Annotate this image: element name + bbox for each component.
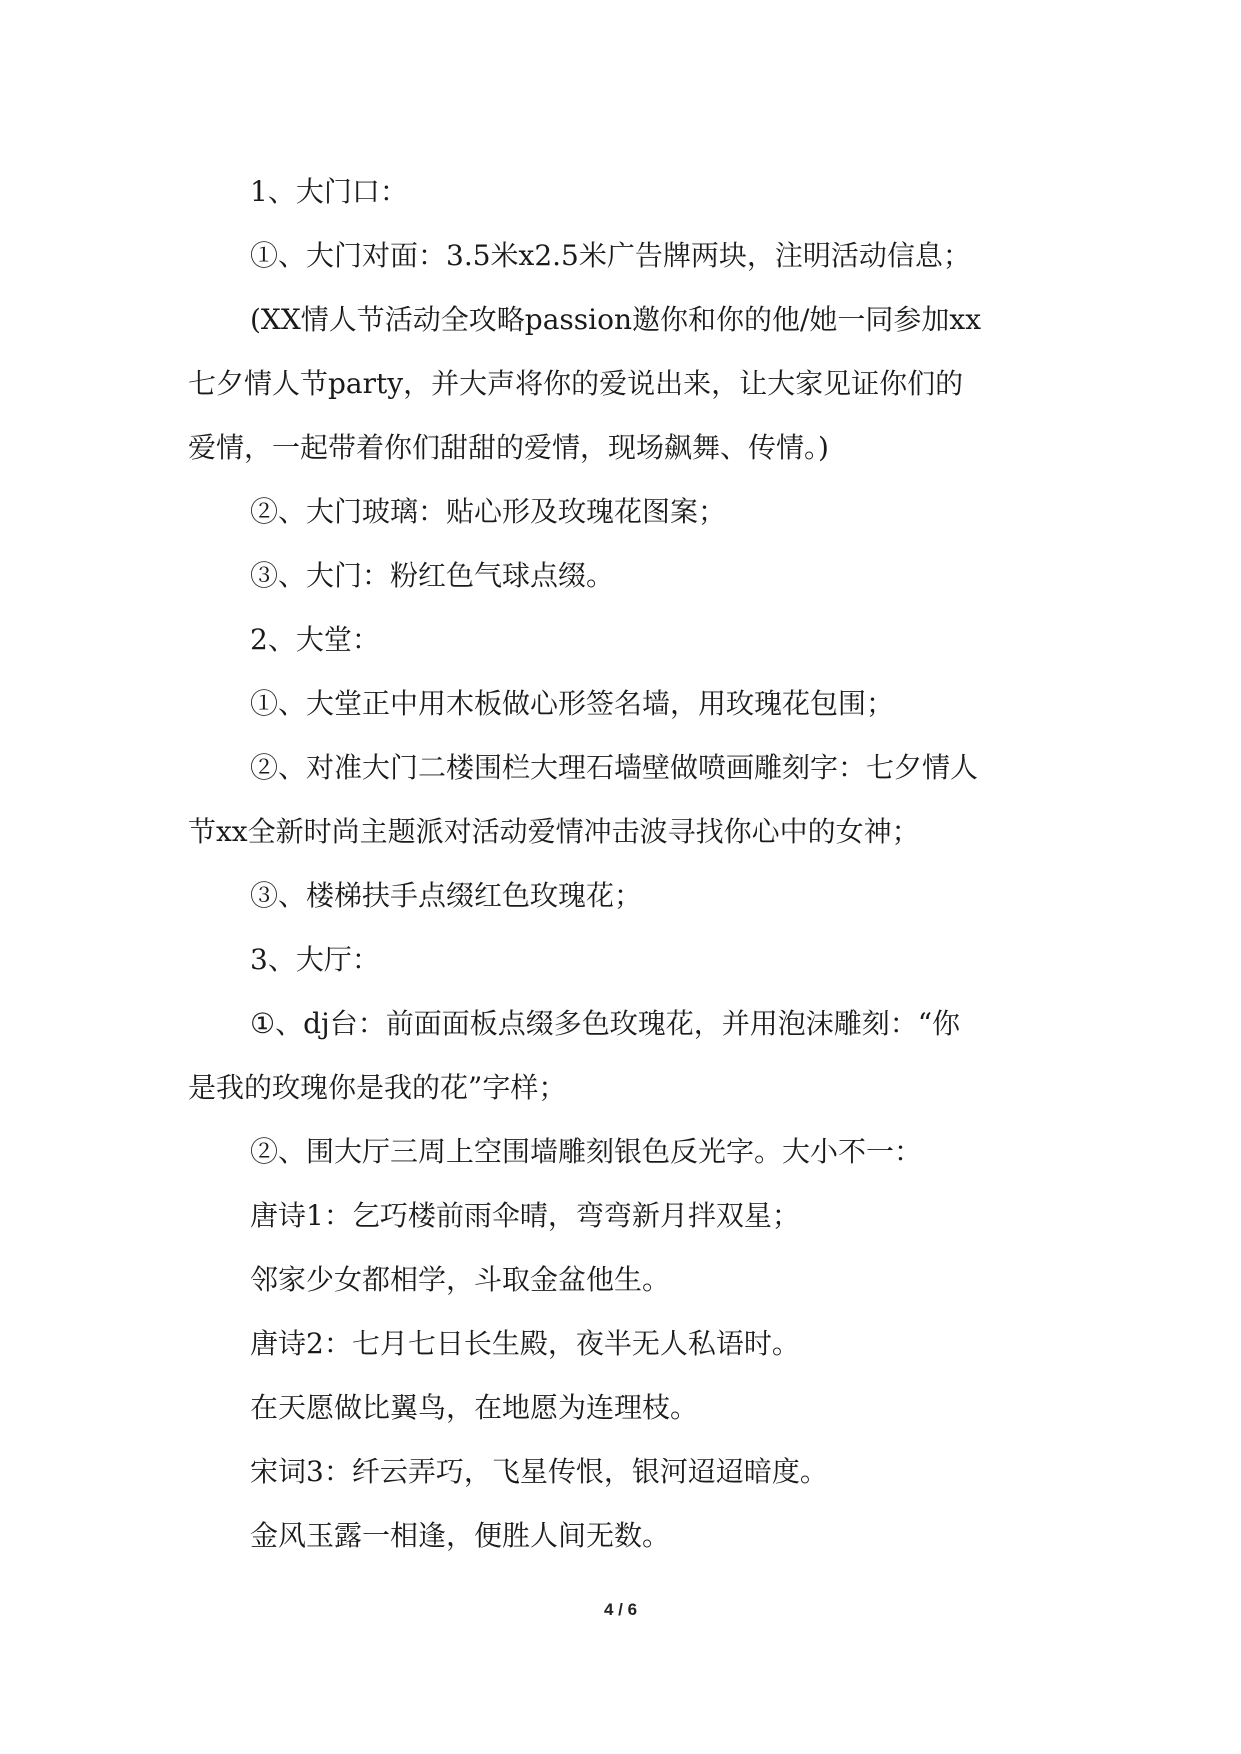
paragraph-line: (XX情人节活动全攻略passion邀你和你的他/她一同参加xx <box>250 303 982 336</box>
list-item: ②、围大厅三周上空围墙雕刻银色反光字。大小不一： <box>250 1135 923 1168</box>
poem-line: 金风玉露一相逢，便胜人间无数。 <box>250 1519 671 1552</box>
list-item: ①、大门对面：3.5米x2.5米广告牌两块，注明活动信息； <box>250 239 971 272</box>
heading-lobby: 2、大堂： <box>250 623 380 656</box>
paragraph-line: 节xx全新时尚主题派对活动爱情冲击波寻找你心中的女神； <box>188 815 920 848</box>
list-item: ②、大门玻璃：贴心形及玫瑰花图案； <box>250 495 727 528</box>
poem-line: 在天愿做比翼鸟，在地愿为连理枝。 <box>250 1391 699 1424</box>
list-item: ③、楼梯扶手点缀红色玫瑰花； <box>250 879 643 912</box>
list-item: ①、dj台：前面面板点缀多色玫瑰花，并用泡沫雕刻：“你 <box>250 1007 961 1040</box>
paragraph-line: 七夕情人节party，并大声将你的爱说出来，让大家见证你们的 <box>188 367 964 400</box>
poem-line: 唐诗1：乞巧楼前雨伞晴，弯弯新月拌双星； <box>250 1199 800 1232</box>
heading-gate: 1、大门口： <box>250 175 408 208</box>
list-item: ①、大堂正中用木板做心形签名墙，用玫瑰花包围； <box>250 687 895 720</box>
page-number: 4 / 6 <box>603 1600 638 1619</box>
document-body <box>188 160 1068 1568</box>
poem-line: 邻家少女都相学，斗取金盆他生。 <box>250 1263 671 1296</box>
poem-line: 唐诗2：七月七日长生殿，夜半无人私语时。 <box>250 1327 800 1360</box>
paragraph-line: 是我的玫瑰你是我的花”字样； <box>188 1071 567 1104</box>
poem-line: 宋词3：纤云弄巧，飞星传恨，银河迢迢暗度。 <box>250 1455 828 1488</box>
paragraph-line: 爱情，一起带着你们甜甜的爱情，现场飙舞、传情。) <box>188 431 829 464</box>
list-item: ③、大门：粉红色气球点缀。 <box>250 559 615 592</box>
heading-hall: 3、大厅： <box>250 943 380 976</box>
list-item: ②、对准大门二楼围栏大理石墙壁做喷画雕刻字：七夕情人 <box>250 751 979 784</box>
